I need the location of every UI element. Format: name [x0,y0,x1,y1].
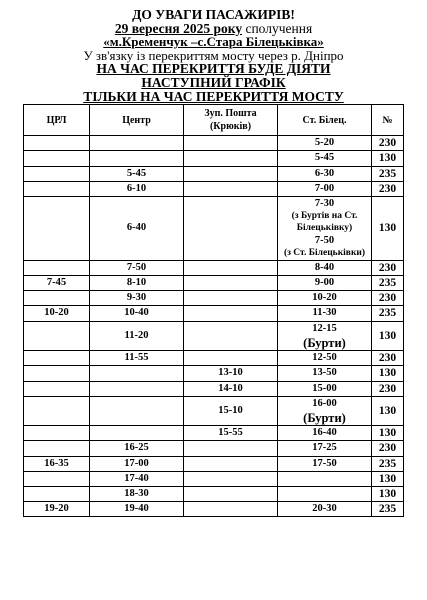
notice-announcement-3: ТІЛЬКИ НА ЧАС ПЕРЕКРИТТЯ МОСТУ [83,88,344,104]
cell-post-stop [184,351,278,366]
cell-center [90,151,184,166]
notice-announcement-2: НАСТУПНИЙ ГРАФІК [141,74,286,90]
table-row [24,381,404,396]
cell-post-stop [184,502,278,517]
cell-st-bilets: 7-00 [278,181,372,196]
cell-st-bilets: 13-50 [278,366,372,381]
cell-post-stop [184,136,278,151]
cell-crl: 19-20 [24,502,90,517]
schedule-header-row [24,105,404,136]
cell-route-number: 130 [372,471,404,486]
table-row [24,291,404,306]
col-header-st-bilets: Ст. Білец. [278,105,372,136]
cell-st-bilets: 6-30 [278,166,372,181]
cell-crl [24,351,90,366]
cell-st-bilets: 16-40 [278,426,372,441]
cell-st-bilets [278,196,372,260]
cell-center: 10-40 [90,306,184,321]
cell-center: 6-40 [90,196,184,260]
cell-crl [24,291,90,306]
cell-route-number: 235 [372,456,404,471]
cell-route-number: 230 [372,351,404,366]
cell-post-stop [184,486,278,501]
cell-st-bilets [278,321,372,350]
cell-line: 12-15 [312,322,337,334]
notice-announcement-1: НА ЧАС ПЕРЕКРИТТЯ БУДЕ ДІЯТИ [96,61,331,77]
cell-route-number: 230 [372,260,404,275]
cell-st-bilets: 15-00 [278,381,372,396]
table-row [24,486,404,501]
cell-center [90,381,184,396]
col-header-crl: ЦРЛ [24,105,90,136]
cell-post-stop [184,181,278,196]
cell-center [90,396,184,425]
cell-st-bilets: 12-50 [278,351,372,366]
cell-st-bilets [278,486,372,501]
cell-center: 19-40 [90,502,184,517]
cell-route-number: 230 [372,291,404,306]
cell-route-number: 230 [372,441,404,456]
schedule-table [23,104,404,517]
cell-line: (Бурти) [303,335,346,350]
cell-crl [24,136,90,151]
cell-center: 9-30 [90,291,184,306]
cell-st-bilets: 17-25 [278,441,372,456]
cell-route-number: 130 [372,196,404,260]
table-row [24,456,404,471]
cell-crl [24,441,90,456]
cell-post-stop [184,166,278,181]
cell-crl: 16-35 [24,456,90,471]
cell-post-stop [184,151,278,166]
cell-route-number: 230 [372,181,404,196]
cell-route-number: 130 [372,426,404,441]
cell-route-number: 130 [372,366,404,381]
notice-route: «м.Кременчук –с.Стара Білецьківка» [103,34,324,50]
notice-date-line [34,22,393,36]
cell-center: 17-00 [90,456,184,471]
cell-crl [24,366,90,381]
cell-line: 16-00 [312,397,337,409]
cell-route-number: 235 [372,276,404,291]
cell-post-stop [184,306,278,321]
cell-st-bilets: 5-20 [278,136,372,151]
cell-route-number: 235 [372,502,404,517]
notice-date: 29 вересня 2025 року [114,20,243,36]
table-row [24,136,404,151]
table-row [24,366,404,381]
table-row [24,351,404,366]
cell-st-bilets [278,471,372,486]
cell-center: 18-30 [90,486,184,501]
cell-center: 6-10 [90,181,184,196]
table-row [24,426,404,441]
cell-post-stop [184,291,278,306]
cell-line: 7-30 [314,197,335,209]
cell-route-number: 230 [372,136,404,151]
cell-st-bilets: 17-50 [278,456,372,471]
cell-st-bilets: 5-45 [278,151,372,166]
cell-crl [24,321,90,350]
cell-center: 17-40 [90,471,184,486]
cell-crl [24,151,90,166]
cell-route-number: 235 [372,166,404,181]
cell-post-stop: 14-10 [184,381,278,396]
cell-crl [24,166,90,181]
cell-center: 11-20 [90,321,184,350]
cell-post-stop [184,196,278,260]
cell-st-bilets: 20-30 [278,502,372,517]
cell-crl [24,426,90,441]
table-row [24,196,404,260]
table-row [24,502,404,517]
table-row [24,166,404,181]
cell-post-stop [184,441,278,456]
col-header-post-stop: Зуп. Пошта (Крюків) [184,105,278,136]
cell-route-number: 130 [372,486,404,501]
cell-line: 7-50 [314,235,335,247]
cell-center [90,136,184,151]
notice-date-suffix: сполучення [242,20,313,36]
cell-line: (Бурти) [303,410,346,425]
cell-route-number: 130 [372,321,404,350]
table-row [24,260,404,275]
table-row [24,396,404,425]
notice-reason: У зв'язку із перекриттям мосту через р. Дніпро [83,47,344,63]
cell-crl: 10-20 [24,306,90,321]
table-row [24,306,404,321]
cell-post-stop: 15-55 [184,426,278,441]
cell-route-number: 130 [372,396,404,425]
cell-center: 11-55 [90,351,184,366]
cell-route-number: 230 [372,381,404,396]
table-row [24,181,404,196]
cell-st-bilets: 10-20 [278,291,372,306]
cell-center [90,426,184,441]
cell-center: 7-50 [90,260,184,275]
cell-note: (з Буртів на Ст. Білецьківку) [291,211,358,233]
table-row [24,471,404,486]
cell-crl [24,260,90,275]
cell-center: 8-10 [90,276,184,291]
schedule-body [24,136,404,517]
cell-post-stop: 13-10 [184,366,278,381]
table-row [24,151,404,166]
cell-st-bilets [278,396,372,425]
cell-st-bilets: 9-00 [278,276,372,291]
cell-route-number: 235 [372,306,404,321]
cell-center: 16-25 [90,441,184,456]
cell-post-stop [184,276,278,291]
cell-crl [24,486,90,501]
cell-note: (з Ст. Білецьківки) [283,248,366,259]
cell-crl [24,196,90,260]
cell-post-stop [184,456,278,471]
table-row [24,321,404,350]
notice-title: ДО УВАГИ ПАСАЖИРІВ! [132,7,295,22]
cell-route-number: 130 [372,151,404,166]
col-header-route-number: № [372,105,404,136]
cell-st-bilets: 8-40 [278,260,372,275]
cell-post-stop [184,260,278,275]
table-row [24,441,404,456]
cell-center [90,366,184,381]
cell-crl [24,181,90,196]
cell-post-stop [184,471,278,486]
cell-crl [24,381,90,396]
cell-post-stop: 15-10 [184,396,278,425]
table-row [24,276,404,291]
col-header-center: Центр [90,105,184,136]
cell-crl [24,471,90,486]
cell-crl: 7-45 [24,276,90,291]
cell-center: 5-45 [90,166,184,181]
cell-st-bilets: 11-30 [278,306,372,321]
cell-crl [24,396,90,425]
cell-post-stop [184,321,278,350]
